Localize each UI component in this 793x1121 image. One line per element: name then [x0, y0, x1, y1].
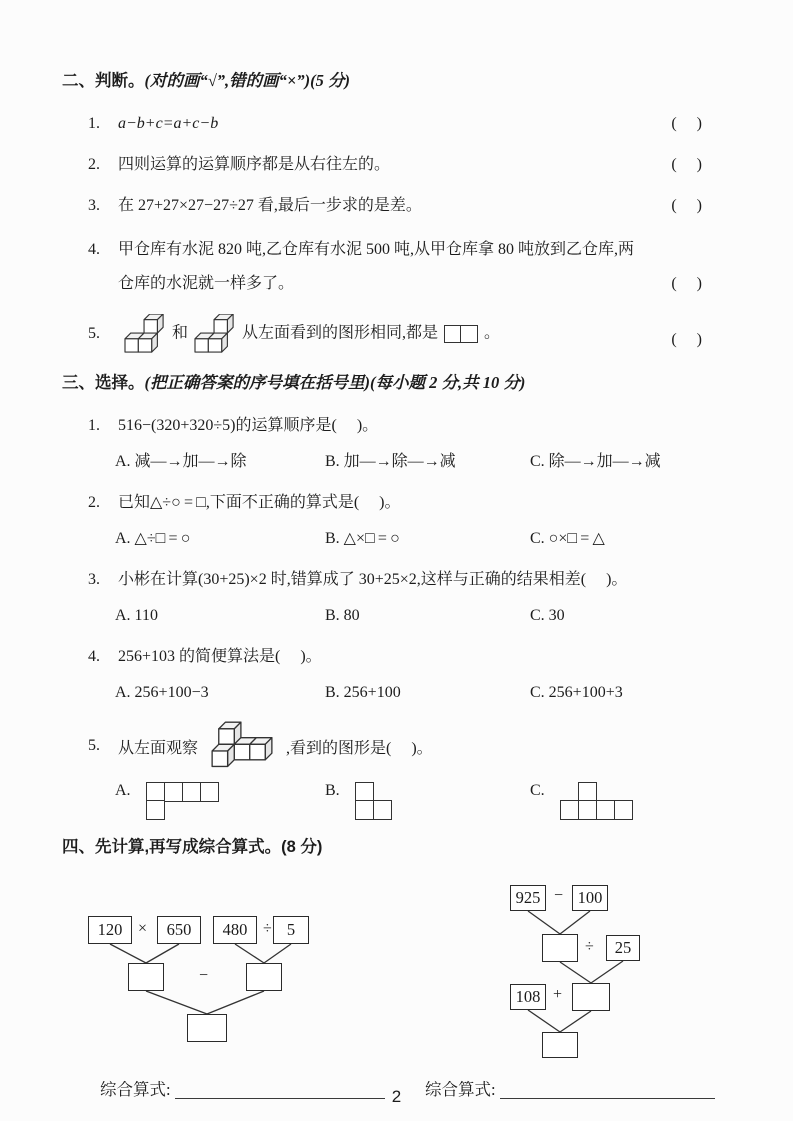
tree-right-result-box	[542, 1032, 578, 1058]
judgment-item-5	[88, 314, 738, 354]
tree-right-empty-box-2	[572, 983, 610, 1011]
option-c	[530, 782, 738, 820]
choice-title: 三、选择。	[62, 374, 145, 392]
shape-cell	[146, 782, 166, 802]
multiply-operator: ×	[138, 920, 148, 937]
five-cube-stack-icon	[203, 720, 281, 772]
question-text: 256+103 的简便算法是( )。	[118, 648, 322, 665]
choice-question-2	[88, 489, 738, 516]
option-label: C.	[530, 782, 545, 799]
shape-cell	[200, 782, 220, 802]
item-text: 甲仓库有水泥 820 吨,乙仓库有水泥 500 吨,从甲仓库拿 80 吨放到乙仓库,两仓库的水泥就一样多了。	[118, 241, 635, 292]
option-shape-a	[146, 782, 220, 820]
option-b: B. 80	[325, 607, 360, 624]
compute-heading	[62, 834, 738, 860]
shape-cell	[182, 782, 202, 802]
judgment-item-1	[88, 110, 738, 138]
option-label: A.	[115, 782, 131, 799]
option-b: B. △×□ = ○	[325, 530, 400, 547]
shape-cell	[444, 325, 462, 343]
plus-operator: +	[553, 986, 563, 1003]
cube-figure-svg	[193, 314, 237, 354]
minus-operator: −	[554, 887, 564, 904]
question-number: 4.	[88, 648, 100, 665]
cube-figure-svg	[123, 314, 167, 354]
option-a: A. 110	[115, 607, 158, 624]
option-shape-c	[560, 782, 634, 820]
item-conjunction: 和	[172, 324, 189, 342]
question-number: 1.	[88, 417, 100, 434]
option-a: A. △÷□ = ○	[115, 530, 191, 547]
minus-operator: −	[199, 967, 209, 984]
item-period: 。	[484, 324, 501, 342]
expression-label: 综合算式:	[425, 1080, 496, 1099]
shape-cell	[614, 800, 634, 820]
shape-cell	[373, 800, 393, 820]
three-cube-stack-icon	[193, 314, 237, 354]
two-square-view-shape	[444, 325, 478, 343]
tree-left-value-120: 120	[88, 916, 132, 944]
tree-left-empty-box-2	[246, 963, 282, 991]
judgment-item-3	[88, 192, 738, 220]
answer-bracket: ( )	[671, 275, 702, 292]
view-figure-svg	[203, 720, 281, 772]
shape-cell	[164, 782, 184, 802]
section-choice	[62, 370, 738, 820]
tree-right-value-25: 25	[606, 935, 640, 961]
judgment-heading	[62, 68, 738, 94]
choice-options-1	[115, 449, 738, 475]
item-number: 1.	[88, 115, 100, 132]
question-number: 2.	[88, 494, 100, 511]
question-number: 3.	[88, 571, 100, 588]
item-text: 四则运算的运算顺序都是从右往左的。	[118, 156, 391, 173]
item-number: 5.	[88, 325, 100, 342]
judgment-item-2	[88, 151, 738, 179]
choice-heading	[62, 370, 738, 396]
question-text-pre: 从左面观察	[118, 739, 199, 757]
option-label: B.	[325, 782, 340, 799]
option-c: C. ○×□ = △	[530, 530, 605, 547]
option-c: C. 除—→加—→减	[530, 453, 661, 470]
shape-cell	[578, 800, 598, 820]
answer-bracket: ( )	[671, 115, 702, 132]
tree-left-empty-box-1	[128, 963, 164, 991]
compute-title: 四、先计算,再写成综合算式。(8 分)	[62, 838, 323, 856]
tree-left-value-650: 650	[157, 916, 201, 944]
shape-cell	[578, 782, 598, 802]
shape-cell	[560, 800, 580, 820]
judgment-instruction: (对的画“√”,错的画“×”)(5 分)	[144, 71, 350, 90]
page-number: 2	[391, 1087, 402, 1106]
section-compute	[62, 834, 738, 1110]
question-text: 516−(320+320÷5)的运算顺序是( )。	[118, 417, 379, 434]
tree-diagrams	[62, 882, 738, 1072]
option-c: C. 256+100+3	[530, 684, 623, 701]
choice-question-5	[88, 720, 738, 772]
answer-bracket: ( )	[671, 156, 702, 173]
item-text	[118, 314, 644, 354]
question-text: 小彬在计算(30+25)×2 时,错算成了 30+25×2,这样与正确的结果相差( )。	[118, 571, 628, 588]
question-text: 已知△÷○ = □,下面不正确的算式是( )。	[118, 494, 401, 511]
item-text: a−b+c=a+c−b	[118, 115, 219, 132]
option-b	[325, 782, 530, 820]
tree-left-value-5: 5	[273, 916, 309, 944]
option-c: C. 30	[530, 607, 565, 624]
shape-cell	[460, 325, 478, 343]
divide-operator: ÷	[263, 920, 272, 937]
choice-instruction: (把正确答案的序号填在括号里)(每小题 2 分,共 10 分)	[144, 373, 526, 392]
choice-options-2	[115, 526, 738, 552]
shape-cell	[146, 800, 166, 820]
option-shape-b	[355, 782, 393, 820]
item-number: 2.	[88, 156, 100, 173]
shape-cell	[596, 800, 616, 820]
tree-right-value-108: 108	[510, 984, 546, 1010]
option-a	[115, 782, 325, 820]
item-text-main: 从左面看到的图形相同,都是	[242, 324, 439, 342]
choice-options-4	[115, 680, 738, 706]
question-number: 5.	[88, 737, 100, 754]
expression-label: 综合算式:	[100, 1080, 171, 1099]
option-b: B. 加—→除—→减	[325, 453, 456, 470]
choice-options-3	[115, 603, 738, 629]
judgment-title: 二、判断。	[62, 72, 145, 90]
item-number: 4.	[88, 241, 100, 258]
tree-right-empty-box-1	[542, 934, 578, 962]
tree-right-value-925: 925	[510, 885, 546, 911]
shape-cell	[355, 800, 375, 820]
divide-operator: ÷	[585, 938, 594, 955]
choice-options-5	[115, 782, 738, 820]
choice-question-3	[88, 566, 738, 593]
answer-bracket: ( )	[671, 197, 702, 214]
section-judgment	[62, 68, 738, 354]
tree-left-result-box	[187, 1014, 227, 1042]
item-text: 在 27+27×27−27÷27 看,最后一步求的是差。	[118, 197, 422, 214]
tree-right-value-100: 100	[572, 885, 608, 911]
choice-question-4	[88, 643, 738, 670]
choice-question-1	[88, 412, 738, 439]
option-a: A. 256+100−3	[115, 684, 209, 701]
judgment-item-4	[88, 233, 738, 301]
item-number: 3.	[88, 197, 100, 214]
shape-cell	[355, 782, 375, 802]
answer-bracket: ( )	[671, 331, 702, 348]
question-text-post: ,看到的图形是( )。	[286, 739, 433, 757]
option-a: A. 减—→加—→除	[115, 453, 247, 470]
option-b: B. 256+100	[325, 684, 401, 701]
tree-left-value-480: 480	[213, 916, 257, 944]
three-cube-stack-icon	[123, 314, 167, 354]
